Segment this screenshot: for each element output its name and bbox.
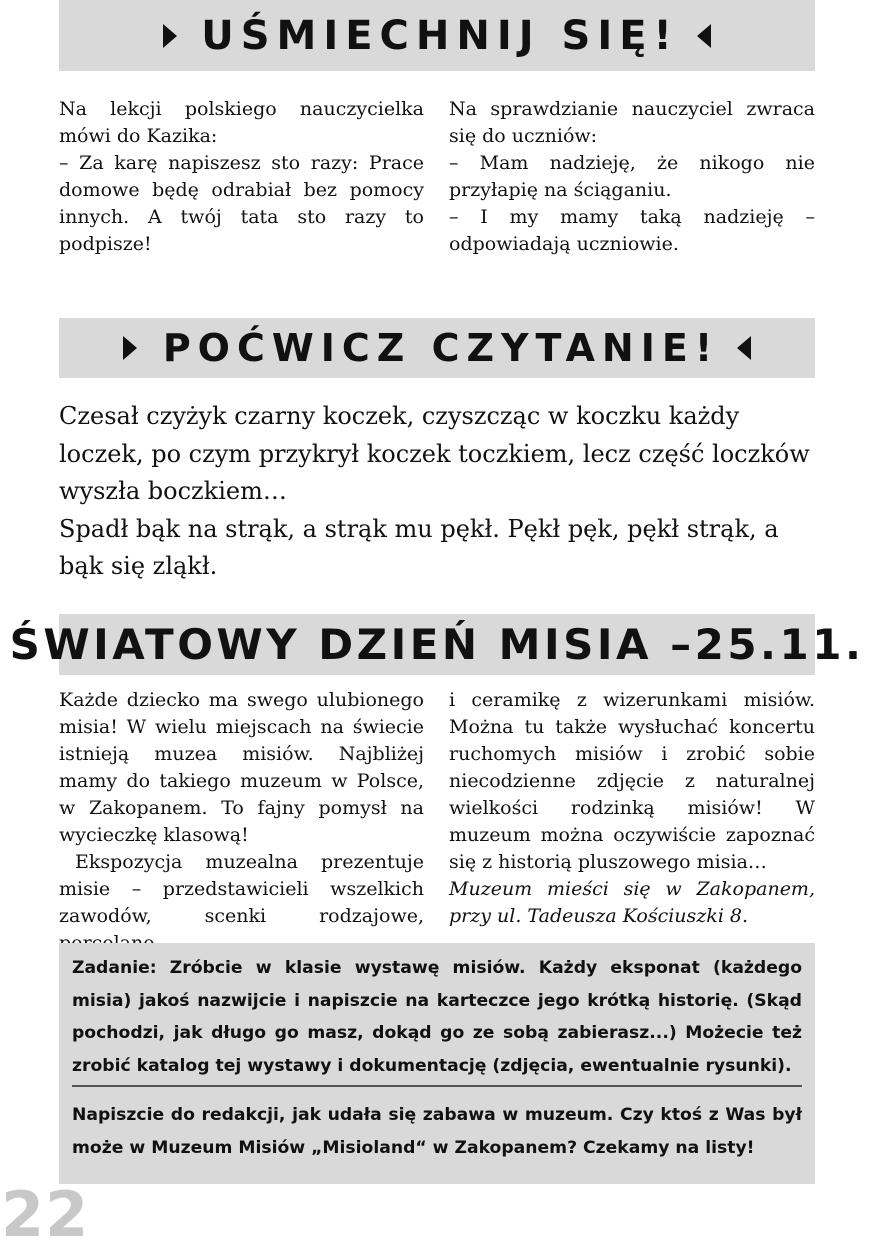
article-left-column	[59, 687, 424, 957]
smile-section-title: UŚMIECHNIJ SIĘ!	[201, 12, 679, 59]
article-paragraph: Każde dziecko ma swego ulubionego misia! W wielu miejscach na świecie istnieją muzea misiów. Najbliżej mamy do takiego muzeum w Polsce, w Zakopanem. To fajny pomysł na wycieczkę klasową!	[59, 689, 424, 846]
joke-right-dialogue-1: – Mam nadzieję, że nikogo nie przyłapię na ściąganiu.	[449, 152, 815, 201]
article-paragraph: i ceramikę z wizerunkami misiów. Można tu także wysłuchać koncertu ruchomych misiów i zrobić sobie niecodzienne zdjęcie z naturalnej wielkości rodzinką misiów! W muzeum można oczywiście zapoznać się z historią pluszowego misia…	[449, 689, 815, 873]
invite-text: Napiszcie do redakcji, jak udała się zabawa w muzeum. Czy ktoś z Was był może w Muzeum Misiów „Misioland“ w Zakopanem? Czekamy na listy!	[72, 1105, 802, 1158]
page-number: 22	[1, 1178, 90, 1251]
reading-section-header	[59, 318, 815, 378]
task-divider	[72, 1085, 802, 1087]
task-text: Zadanie: Zróbcie w klasie wystawę misiów. Każdy eksponat (każdego misia) jakoś nazwijcie i napiszcie na karteczce jego krótką historię. (Skąd pochodzi, jak długo go masz, dokąd go ze sobą zabierasz...) Możecie też zrobić katalog tej wystawy i dokumentację (zdjęcia, ewentualnie rysunki).	[72, 958, 802, 1076]
bear-day-section-header	[9, 614, 865, 675]
museum-address: Muzeum mieści się w Zakopanem, przy ul. Tadeusza Kościuszki 8.	[449, 878, 815, 927]
triangle-left-icon	[737, 336, 751, 360]
joke-left	[59, 96, 424, 258]
bear-day-section-title: ŚWIATOWY DZIEŃ MISIA –25.11.	[9, 620, 865, 669]
joke-right-intro: Na sprawdzianie nauczyciel zwraca się do uczniów:	[449, 98, 815, 147]
triangle-left-icon	[697, 24, 711, 48]
joke-left-dialogue: – Za karę napiszesz sto razy: Prace domowe będę odrabiał bez pomocy innych. A twój tata sto razy to podpisze!	[59, 152, 424, 255]
tongue-twisters	[59, 398, 819, 586]
triangle-right-icon	[163, 24, 177, 48]
tongue-twister-2: Spadł bąk na strąk, a strąk mu pękł. Pękł pęk, pękł strąk, a bąk się zląkł.	[59, 514, 779, 580]
tongue-twister-1: Czesał czyżyk czarny koczek, czyszcząc w koczku każdy loczek, po czym przykrył koczek toczkiem, lecz część loczków wyszła boczkiem…	[59, 402, 810, 505]
reading-section-title: POĆWICZ CZYTANIE!	[162, 326, 720, 370]
article-paragraph: Ekspozycja muzealna prezentuje misie – przedstawicieli wszelkich zawodów, scenki rodzajowe,	[59, 851, 424, 927]
joke-right-dialogue-2: – I my mamy taką nadzieję – odpowiadają uczniowie.	[449, 206, 815, 255]
smile-section-header	[59, 0, 815, 71]
article-right-column	[449, 687, 815, 930]
joke-right	[449, 96, 815, 258]
task-box	[59, 943, 815, 1184]
triangle-right-icon	[123, 336, 137, 360]
joke-left-intro: Na lekcji polskiego nauczycielka mówi do Kazika:	[59, 98, 424, 147]
